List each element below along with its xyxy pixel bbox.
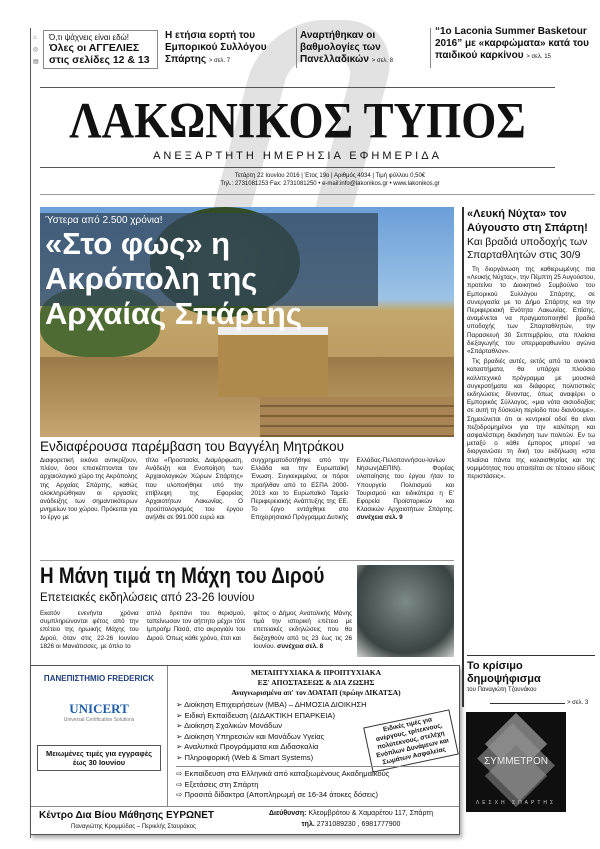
teaser-title: Αναρτήθηκαν οι βαθμολογίες των Πανελλαδικών: [300, 30, 381, 65]
benefit-item: ⇨ Εξετάσεις στη Σπάρτη: [176, 779, 259, 789]
ad-heading: Αναγνωρισμένα απ' τον ΔΟΑΤΑΠ (πρώην ΔΙΚΑΤΣΑ): [231, 688, 401, 697]
divider: [40, 194, 595, 195]
divider: [40, 167, 555, 168]
lead-text: συγχρηματοδοτήθηκε από την Ελλάδα και την Ευρωπαϊκή Ένωση. Συγκεκριμένα, οι πόροι προήλθαν από το ΕΣΠΑ 2000-2013 και το Ευρωπαϊκό Ταμείο Περιφερειακής Ανάπτυξης της ΕΕ. Το έργο εντάχθηκε στο Επιχειρησιακό Πρόγραμμα Δυτικής: [251, 457, 349, 522]
mani-subtitle: Επετειακές εκδηλώσεις από 23-26 Ιουνίου: [40, 592, 255, 604]
lead-caption: Ενδιαφέρουσα παρέμβαση του Βαγγέλη Μητράκου: [40, 439, 345, 454]
issue-info: [170, 172, 490, 188]
teaser-page: > σελ. 15: [526, 54, 551, 60]
program-item: ➢ Ειδική Εκπαίδευση (ΔΙΔΑΚΤΙΚΗ ΕΠΑΡΚΕΙΑ): [176, 710, 335, 720]
side-rule: [462, 207, 464, 707]
side-headline: «Λευκή Νύχτα» τον Αύγουστο στη Σπάρτη!: [467, 208, 588, 234]
mani-headline: Η Μάνη τιμά τη Μάχη του Διρού: [40, 563, 325, 588]
symmetron-promo[interactable]: [466, 712, 566, 812]
teaser-kicker: Ό,τι ψάχνεις είναι εδώ!: [49, 33, 129, 42]
advertisement[interactable]: [30, 665, 460, 835]
discount-notice: Μειωμένες τιμές για εγγραφές έως 30 Ιουνίου: [37, 745, 161, 771]
lead-headline: «Στο φως» η Ακρόπολη της Αρχαίας Σπάρτης: [45, 226, 302, 331]
divider: [430, 28, 431, 68]
teaser-title: Όλες οι ΑΓΓΕΛΙΕΣ στις σελίδες 12 & 13: [49, 42, 150, 66]
teaser-page: > σελ. 7: [208, 58, 231, 64]
divider: [40, 87, 555, 88]
center-owners: Παναγιώτης Κρομμύδας – Περικλής Σταυράκος: [71, 824, 196, 830]
benefit-item: ⇨ Εκπαίδευση στα Ελληνικά από καταξιωμένους Ακαδημαϊκούς: [176, 769, 390, 778]
lead-text: [357, 457, 455, 523]
opinion-author: του Παναγιώτη Τζουνάκου: [467, 687, 537, 693]
acropolis-photo: [40, 207, 454, 437]
side-article: [467, 207, 595, 481]
lead-article: [40, 457, 454, 523]
teaser-classifieds[interactable]: [43, 30, 158, 69]
divider: [296, 28, 297, 68]
issue-date: Τετάρτη 22 Ιουνίου 2016 | Έτος 19ο | Αριθμός 4934 | Τιμή φύλλου 0,50€: [234, 173, 426, 179]
lead-text-end: Ελλάδας-Πελοποννήσου-Ιονίων Νήσων(ΔΕΠΙΝ). Φορέας υλοποίησης του έργου ήταν το Υπουργείο Πολιτισμού και Τουρισμού και ειδικότερα η Ε' Εφορεία Προϊστορικών και Κλασικών Αρχαιοτήτων Σπάρτης.: [356, 457, 454, 514]
unicert-logo: UNICERT: [69, 701, 129, 716]
promo-footer: ΛΕΣΧΗ ΣΠΑΡΤΗΣ: [475, 800, 557, 806]
teaser-3[interactable]: [300, 30, 428, 67]
opinion-teaser[interactable]: [467, 655, 595, 694]
mani-article: [40, 610, 352, 651]
masthead-title: ΛΑΚΩΝΙΚΟΣ ΤΥΠΟΣ: [69, 92, 526, 149]
mani-text: απλό δρεπάνι του θερισμού, ταπείνωσαν τον αήττητο μέχρι τότε Ιμπραήμ Πασά, στο ακρογιάλι του Διρού. Όπως κάθε χρόνο, έτσι και: [146, 610, 246, 642]
center-address: Διεύθυνση: Κλεομβρότου & Χαμαρέτου 117, Σπάρτη: [268, 810, 434, 817]
mani-text: [253, 610, 352, 651]
special-prices-stamp: Ειδικές τιμές για ανέργους, τρίτεκνους, πολύτεκνους, στελέχη Ενόπλων Δυνάμεων και Σωμάτων Ασφαλείας: [363, 709, 459, 772]
divider: [490, 703, 565, 704]
program-item: ➢ Αναλυτικά Προγράμματα και Διδασκαλία: [176, 742, 319, 751]
teaser-title: Η ετήσια εορτή του Εμπορικού Συλλόγου Σπάρτης: [165, 30, 267, 65]
continued-link[interactable]: συνέχεια σελ. 9: [356, 514, 403, 522]
continued-link[interactable]: συνέχεια σελ. 8: [277, 642, 324, 650]
program-item: ➢ Διοίκηση Σχολικών Μονάδων: [176, 721, 283, 730]
center-name: Κέντρο Δια Βίου Μάθησης ΕΥΡΩΝΕΤ: [39, 810, 215, 821]
contact-info: Τηλ.: 2731081253 Fax: 2731081250 • e-mail:info@lakonikos.gr • www.lakonikos.gr: [220, 181, 440, 187]
divider: [40, 560, 454, 561]
program-item: ➢ Διοίκηση Επιχειρήσεων (MBA) – ΔΗΜΟΣΙΑ ΔΙΟΙΚΗΣΗ: [176, 700, 367, 709]
mani-text: Εκατόν ενενήντα χρόνια συμπληρώνονται φέτος από την επέτειο της ηρωικής Μάχης του Διρού, όταν στις 22-26 Ιουνίου 1826 οι Μανιάτισσες, με όπλο το: [40, 610, 139, 650]
teaser-2[interactable]: [165, 30, 293, 67]
mani-text-end: φέτος ο Δήμος Ανατολικής Μάνης τιμά την ιστορική επέτειο με επετειακές εκδηλώσεις που θα διεξαχθούν από τις 23 έως τις 26 Ιουνίου.: [253, 610, 353, 650]
opinion-page[interactable]: > σελ. 3: [567, 700, 589, 706]
sections-icon: ⌂ ◎ ▤: [33, 35, 39, 65]
masthead-subtitle: ΑΝΕΞΑΡΤΗΤΗ ΗΜΕΡΗΣΙΑ ΕΦΗΜΕΡΙΔΑ: [153, 150, 442, 162]
program-item: ➢ Διοίκηση Υπηρεσιών και Μονάδων Υγείας: [176, 731, 325, 741]
program-item: ➢ Πληροφορική (Web & Smart Systems): [176, 752, 314, 762]
side-text: Τις βραδιές αυτές, εκτός από τα ανοικτά καταστήματα, θα υπάρχει πλούσιο καλλιτεχνικό πρόγραμμα με μουσικά συγκροτήματα και διάφορες πολιτιστικές εκδηλώσεις δίνοντας, όπως αναφέρει ο Εμπορικός Σύλλογος, «μια νότα αισιοδοξίας σε αυτή τη δύσκολη περίοδο που διανύουμε». Σημειώνεται ότι οι κεντρικοί οδοί θα είναι πεζοδρομημένοι για την καλύτερη και ασφαλέστερη διακίνηση των πολιτών. Εν τω μεταξύ ο κάθε έμπορος μπορεί να διοργανώσει τη δική του εκδήλωση «στα πλαίσια πάντα της καλαισθησίας και της νομιμότητας που απαιτείται σε τέτοιου είδους περιστάσεις».: [467, 358, 595, 481]
headline-overlay: [40, 213, 378, 331]
unicert-tagline: Universal Certification Solutions: [63, 717, 135, 723]
side-text: Τη διοργάνωση της καθιερωμένης πια «Λευκής Νύχτας», την Πέμπτη 25 Αυγούστου, προτείνει το Διοικητικό Συμβούλιο του Εμπορικού Συλλόγου Σπάρτης, σε συνεργασία με το Δήμο Σπάρτης και την Περιφερειακή Ενότητα Λακωνίας. Επίσης, αναμένεται να πραγματοποιηθεί βραδιά υποδοχής των Σπαρταθλητών, την Παρασκευή 30 Σεπτεμβρίου, στα πλαίσια διεξαγωγής του υπερμαραθωνίου αγώνα «Σπάρταθλον».: [467, 266, 595, 356]
promo-title: ΣΥΜΜΕΤΡΟΝ: [484, 756, 548, 767]
lead-text: τίτλο «Προστασία, Διαμόρφωση, Ανάδειξη και Ενοποίηση των Αρχαιολογικών Χώρων Σπάρτης» που υλοποιήθηκε υπό την επίβλεψη της Εφορείας Αρχαιοτήτων Λακωνίας. Ο προϋπολογισμός του έργου ανήλθε σε 991.000 ευρώ και: [145, 457, 243, 522]
frederick-logo: ΠΑΝΕΠΙΣΤΗΜΙΟ FREDERICK: [43, 674, 155, 683]
statue-photo: [357, 565, 454, 657]
teaser-title: “1ο Laconia Summer Basketour 2016” με «καρφώματα» κατά του παιδικού καρκίνου: [435, 26, 589, 61]
side-subtitle: Και βραδιά υποδοχής των Σπαρταθλητών στις 30/9: [467, 236, 588, 261]
lead-text: Διαφορετική εικόνα αντικρίζουν, πλέον, όσοι επισκέπτονται τον αρχαιολογικό χώρο της Ακρόπολης της Αρχαίας Σπάρτης, καθώς ολοκληρώθηκαν οι εργασίες ανάδειξης των σημαντικότερων μνημείων του χώρου. Πρόκειται για το έργο με: [40, 457, 138, 522]
opinion-title: Το κρίσιμο δημοψήφισμα: [467, 660, 541, 685]
benefit-item: ⇨ Προσιτά δίδακτρα (Αποπληρωμή σε 16-34 άτοκες δόσεις): [176, 790, 379, 799]
teaser-4[interactable]: [435, 26, 597, 63]
ad-heading: ΕΞ' ΑΠΟΣΤΑΣΕΩΣ & ΔΙΑ ΖΩΣΗΣ: [257, 678, 375, 687]
ad-heading: ΜΕΤΑΠΤΥΧΙΑΚΑ & ΠΡΟΠΤΥΧΙΑΚΑ: [250, 668, 382, 677]
lead-kicker: Ύστερα από 2.500 χρόνια!: [45, 215, 163, 226]
center-phone: τηλ. 2731089230 , 6981777900: [301, 821, 401, 828]
teaser-page: > σελ. 8: [371, 58, 393, 64]
